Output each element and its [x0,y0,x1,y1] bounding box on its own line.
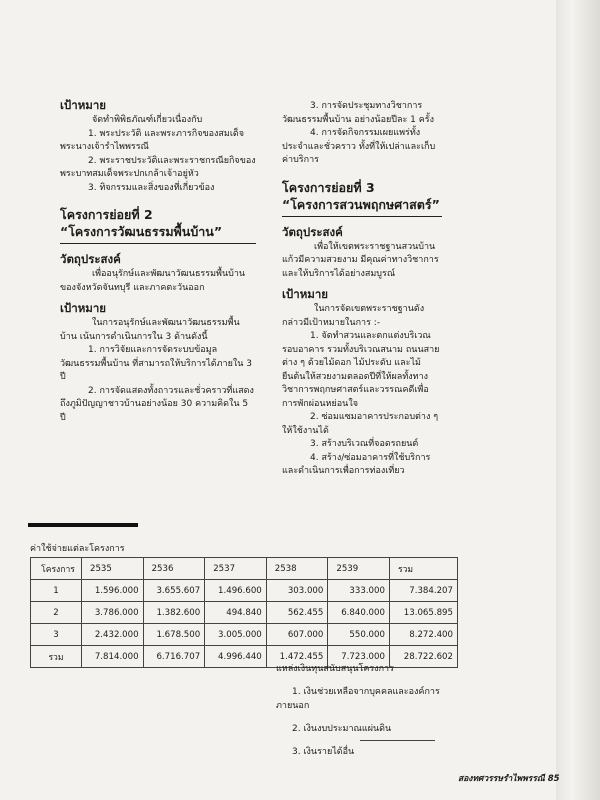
page-footer: สองทศวรรษรำไพพรรณี 85 [458,774,560,784]
section-divider-bar [28,523,138,527]
goal-2-heading: เป้าหมาย [60,301,107,315]
table-title: ค่าใช้จ่ายแต่ละโครงการ [30,544,125,554]
table-cell: 3.655.607 [143,580,205,602]
left-column [60,98,256,425]
table-cell: 3.786.000 [82,602,144,624]
table-cell: 1.496.600 [205,580,267,602]
table-cell: 6.716.707 [143,646,205,668]
list-item: 2. ซ่อมแซมอาคารประกอบต่าง ๆ ให้ใช้งานได้ [282,412,439,436]
goal-intro: ในการจัดเขตพระราชฐานดังกล่าวมีเป้าหมายในการ :- [282,304,425,328]
table-cell: 28.722.602 [389,646,457,668]
continued-list [282,100,442,168]
list-item: 4. การจัดกิจกรรมเผยแพร่ทั้งประจำและชั่วคราว ทั้งที่ให้เปล่าและเก็บค่าบริการ [282,128,436,165]
table-cell: 13.065.895 [389,602,457,624]
goal-heading: เป้าหมาย [60,98,107,112]
table-row [31,580,458,602]
objective-text: เพื่อให้เขตพระราชฐานสวนบ้านแก้วมีความสวยงาม มีคุณค่าทางวิชาการและให้บริการได้อย่างสมบูรณ์ [282,241,439,279]
table-cell: 303.000 [266,580,328,602]
expense-table [30,557,458,668]
table-cell: 1.382.600 [143,602,205,624]
table-row [31,602,458,624]
table-cell: 3.005.000 [205,624,267,646]
list-item: 1. การวิจัยและการจัดระบบข้อมูลวัฒนธรรมพื้นบ้าน ที่สามารถให้บริการได้ภายใน 3 ปี [60,345,253,382]
funding-heading: แหล่งเงินทุนสนับสนุนโครงการ [276,664,394,674]
list-item: 2. เงินงบประมาณแผ่นดิน [292,724,392,734]
goal-heading: เป้าหมาย [282,287,329,301]
table-header-row [31,558,458,580]
table-cell: 562.455 [266,602,328,624]
table-cell: 550.000 [328,624,390,646]
table-cell: รวม [31,646,82,668]
table-cell: 2.432.000 [82,624,144,646]
goal-list [60,128,256,196]
list-item: 1. เงินช่วยเหลือจากบุคคลและองค์การภายนอก [276,687,440,711]
table-cell: 3 [31,624,82,646]
page-edge [556,0,600,800]
column-header: 2538 [266,558,328,580]
objective-text: เพื่ออนุรักษ์และพัฒนาวัฒนธรรมพื้นบ้านของจังหวัดจันทบุรี และภาคตะวันออก [60,269,246,293]
table-cell: 607.000 [266,624,328,646]
list-item: 3. เงินรายได้อื่น [292,747,355,757]
table-cell: 8.272.400 [389,624,457,646]
sub-project-2-name: “โครงการวัฒนธรรมพื้นบ้าน” [60,223,256,244]
table-cell: 1.596.000 [82,580,144,602]
goal-2-list [60,344,256,425]
list-item: 3. สร้างบริเวณที่จอดรถยนต์ [310,439,419,449]
objective-heading: วัตถุประสงค์ [282,224,343,239]
list-item: 3. การจัดประชุมทางวิชาการวัฒนธรรมพื้นบ้าน อย่างน้อยปีละ 1 ครั้ง [282,101,435,125]
goal-2-intro: ในการอนุรักษ์และพัฒนาวัฒนธรรมพื้นบ้าน เน้นการดำเนินการใน 3 ด้านดังนี้ [60,318,240,342]
table-cell: 7.384.207 [389,580,457,602]
table-cell: 2 [31,602,82,624]
goal-intro: จัดทำพิพิธภัณฑ์เกี่ยวเนื่องกับ [92,115,203,125]
list-item: 1. จัดทำสวนและตกแต่งบริเวณรอบอาคาร รวมทั้งบริเวณสนาม ถนนสายต่าง ๆ ด้วยไม้ดอก ไม้ประดับ และไม้ยืนต้นให้สวยงามตลอดปีที่ให้ผลทั้งทางวิชาการพฤกษศาสตร์และวรรณคดีเพื่อการพักผ่อนหย่อนใจ [282,331,440,409]
column-header: 2536 [143,558,205,580]
table-cell: 1.472.455 [266,646,328,668]
column-header: 2535 [82,558,144,580]
objective-heading: วัตถุประสงค์ [60,252,121,266]
right-column [282,100,442,479]
sub-project-3-name: “โครงการสวนพฤกษศาสตร์” [282,196,442,217]
end-rule [360,740,435,741]
table-cell: 1 [31,580,82,602]
funding-section [276,662,446,768]
table-cell: 7.723.000 [328,646,390,668]
column-header: รวม [389,558,457,580]
list-item: 3. ทิจกรรมและสิ่งของที่เกี่ยวข้อง [88,182,215,193]
goal-list [282,330,442,479]
table-cell: 494.840 [205,602,267,624]
table-cell: 333.000 [328,580,390,602]
column-header: 2539 [328,558,390,580]
table-cell: 1.678.500 [143,624,205,646]
table-cell: 6.840.000 [328,602,390,624]
list-item: 1. พระประวัติ และพระภารกิจของสมเด็จพระนางเจ้ารำไพพรรณี [60,128,245,152]
list-item: 2. พระราชประวัติและพระราชกรณียกิจของพระบาทสมเด็จพระปกเกล้าเจ้าอยู่หัว [60,155,256,179]
column-header: โครงการ [31,558,82,580]
list-item: 2. การจัดแสดงทั้งถาวรและชั่วคราวที่แสดงถึงภูมิปัญญาชาวบ้านอย่างน้อย 30 ความคิดใน 5 ปี [60,385,254,423]
table-cell: 7.814.000 [82,646,144,668]
table-cell: 4.996.440 [205,646,267,668]
table-row [31,624,458,646]
column-header: 2537 [205,558,267,580]
list-item: 4. สร้าง/ซ่อมอาคารที่ใช้บริการและดำเนินการเพื่อการท่องเที่ยว [282,452,431,476]
sub-project-3-title: โครงการย่อยที่ 3 [282,179,375,195]
sub-project-2-title: โครงการย่อยที่ 2 [60,207,153,222]
